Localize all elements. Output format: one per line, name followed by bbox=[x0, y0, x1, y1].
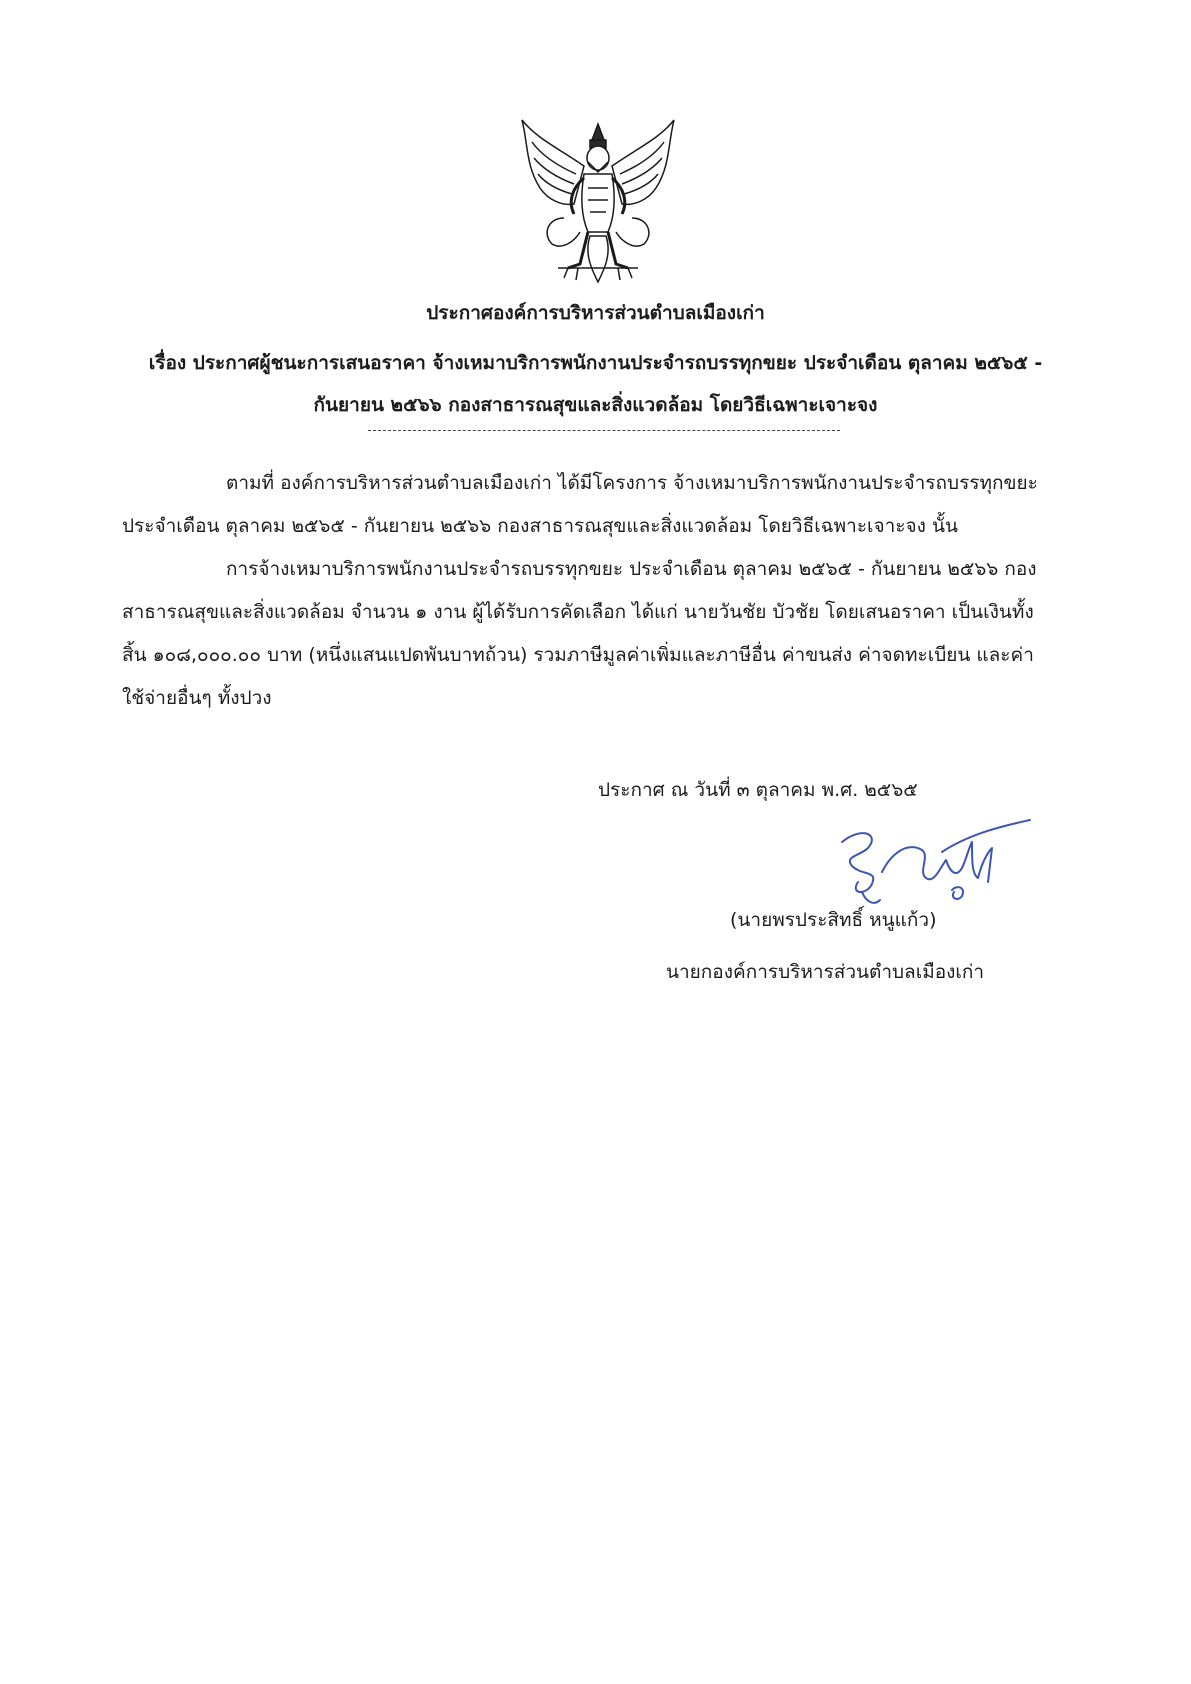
subject-line: เรื่อง ประกาศผู้ชนะการเสนอราคา จ้างเหมาบริการพนักงานประจำรถบรรทุกขยะ ประจำเดือน ตุลาคม ๒๕๖๕ - bbox=[148, 352, 1043, 374]
paragraph-line: การจ้างเหมาบริการพนักงานประจำรถบรรทุกขยะ ประจำเดือน ตุลาคม ๒๕๖๕ - กันยายน ๒๕๖๖ กอง bbox=[226, 558, 1037, 580]
paragraph-line: ใช้จ่ายอื่นๆ ทั้งปวง bbox=[122, 687, 272, 709]
page-title: ประกาศองค์การบริหารส่วนตำบลเมืองเก่า bbox=[426, 302, 765, 324]
body-paragraph bbox=[122, 462, 1077, 548]
signer-position: นายกองค์การบริหารส่วนตำบลเมืองเก่า bbox=[666, 961, 985, 983]
subject-heading bbox=[0, 342, 1191, 426]
signer-name: (นายพรประสิทธิ์ หนูแก้ว) bbox=[730, 909, 937, 931]
subject-line: กันยายน ๒๕๖๖ กองสาธารณสุขและสิ่งแวดล้อม โดยวิธีเฉพาะเจาะจง bbox=[313, 394, 878, 416]
paragraph-line: สิ้น ๑๐๘,๐๐๐.๐๐ บาท (หนึ่งแสนแปดพันบาทถ้วน) รวมภาษีมูลค่าเพิ่มและภาษีอื่น ค่าขนส่ง ค่าจดทะเบียน และค่า bbox=[122, 644, 1034, 666]
body-paragraph bbox=[122, 548, 1077, 720]
paragraph-line: ประจำเดือน ตุลาคม ๒๕๖๕ - กันยายน ๒๕๖๖ กองสาธารณสุขและสิ่งแวดล้อม โดยวิธีเฉพาะเจาะจง นั้น bbox=[122, 515, 958, 537]
announcement-date: ประกาศ ณ วันที่ ๓ ตุลาคม พ.ศ. ๒๕๖๕ bbox=[598, 779, 918, 801]
divider bbox=[368, 430, 840, 431]
paragraph-line: สาธารณสุขและสิ่งแวดล้อม จำนวน ๑ งาน ผู้ได้รับการคัดเลือก ได้แก่ นายวันชัย บัวชัย โดยเสนอราคา เป็นเงินทั้ง bbox=[122, 601, 1034, 623]
paragraph-line: ตามที่ องค์การบริหารส่วนตำบลเมืองเก่า ได้มีโครงการ จ้างเหมาบริการพนักงานประจำรถบรรทุกขยะ bbox=[226, 472, 1038, 494]
garuda-emblem-icon bbox=[518, 118, 678, 290]
